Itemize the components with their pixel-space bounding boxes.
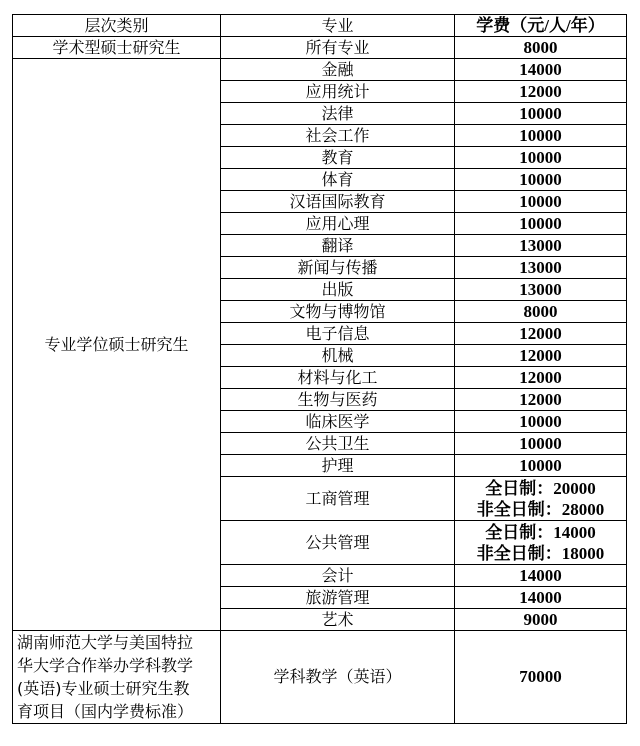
major-cell: 文物与博物馆 (221, 301, 455, 323)
major-cell: 公共管理 (221, 521, 455, 565)
major-cell: 出版 (221, 279, 455, 301)
major-cell: 汉语国际教育 (221, 191, 455, 213)
major-cell: 公共卫生 (221, 433, 455, 455)
table-row (13, 631, 627, 724)
category-line: 华大学合作举办学科教学 (17, 656, 194, 675)
major-cell: 应用统计 (221, 81, 455, 103)
header-major: 专业 (221, 15, 455, 37)
fee-cell: 13000 (455, 279, 627, 301)
fee-cell: 12000 (455, 389, 627, 411)
header-row (13, 15, 627, 37)
table-row (13, 59, 627, 81)
fee-cell: 13000 (455, 235, 627, 257)
major-cell: 材料与化工 (221, 367, 455, 389)
category-academic: 学术型硕士研究生 (13, 37, 221, 59)
major-cell: 会计 (221, 565, 455, 587)
fee-cell: 12000 (455, 81, 627, 103)
category-line: 湖南师范大学与美国特拉 (17, 633, 194, 652)
major-cell: 社会工作 (221, 125, 455, 147)
fee-cell-dual (455, 477, 627, 521)
fee-cell: 70000 (455, 631, 627, 724)
fee-cell: 10000 (455, 147, 627, 169)
tuition-table (12, 14, 627, 724)
category-joint-program (13, 631, 221, 724)
fee-cell: 10000 (455, 433, 627, 455)
fee-cell: 10000 (455, 411, 627, 433)
fee-cell: 14000 (455, 59, 627, 81)
major-cell: 生物与医药 (221, 389, 455, 411)
table-row (13, 37, 627, 59)
fee-cell: 10000 (455, 125, 627, 147)
fee-cell: 10000 (455, 213, 627, 235)
major-cell: 金融 (221, 59, 455, 81)
fee-cell: 12000 (455, 367, 627, 389)
category-line: (英语)专业硕士研究生教 (17, 679, 190, 698)
major-cell: 临床医学 (221, 411, 455, 433)
fee-line-parttime: 非全日制：18000 (476, 543, 605, 563)
fee-cell: 8000 (455, 301, 627, 323)
header-fee: 学费（元/人/年） (455, 15, 627, 37)
fee-cell: 10000 (455, 191, 627, 213)
major-cell: 电子信息 (221, 323, 455, 345)
header-category: 层次类别 (13, 15, 221, 37)
fee-cell: 10000 (455, 169, 627, 191)
fee-line-parttime: 非全日制：28000 (476, 499, 605, 519)
fee-cell: 10000 (455, 455, 627, 477)
major-cell: 艺术 (221, 609, 455, 631)
category-line: 育项目（国内学费标准） (17, 702, 194, 721)
major-cell: 新闻与传播 (221, 257, 455, 279)
major-cell: 学科教学（英语） (221, 631, 455, 724)
major-cell: 翻译 (221, 235, 455, 257)
major-cell: 工商管理 (221, 477, 455, 521)
major-cell: 体育 (221, 169, 455, 191)
major-cell: 护理 (221, 455, 455, 477)
fee-cell: 12000 (455, 323, 627, 345)
fee-line-fulltime: 全日制：14000 (485, 522, 596, 542)
fee-line-fulltime: 全日制：20000 (485, 478, 596, 498)
major-cell: 法律 (221, 103, 455, 125)
category-professional: 专业学位硕士研究生 (13, 59, 221, 631)
fee-cell: 9000 (455, 609, 627, 631)
major-cell: 教育 (221, 147, 455, 169)
major-cell: 所有专业 (221, 37, 455, 59)
fee-cell: 14000 (455, 565, 627, 587)
major-cell: 机械 (221, 345, 455, 367)
fee-cell: 14000 (455, 587, 627, 609)
fee-cell-dual (455, 521, 627, 565)
fee-cell: 13000 (455, 257, 627, 279)
fee-cell: 12000 (455, 345, 627, 367)
fee-cell: 10000 (455, 103, 627, 125)
major-cell: 应用心理 (221, 213, 455, 235)
major-cell: 旅游管理 (221, 587, 455, 609)
fee-cell: 8000 (455, 37, 627, 59)
